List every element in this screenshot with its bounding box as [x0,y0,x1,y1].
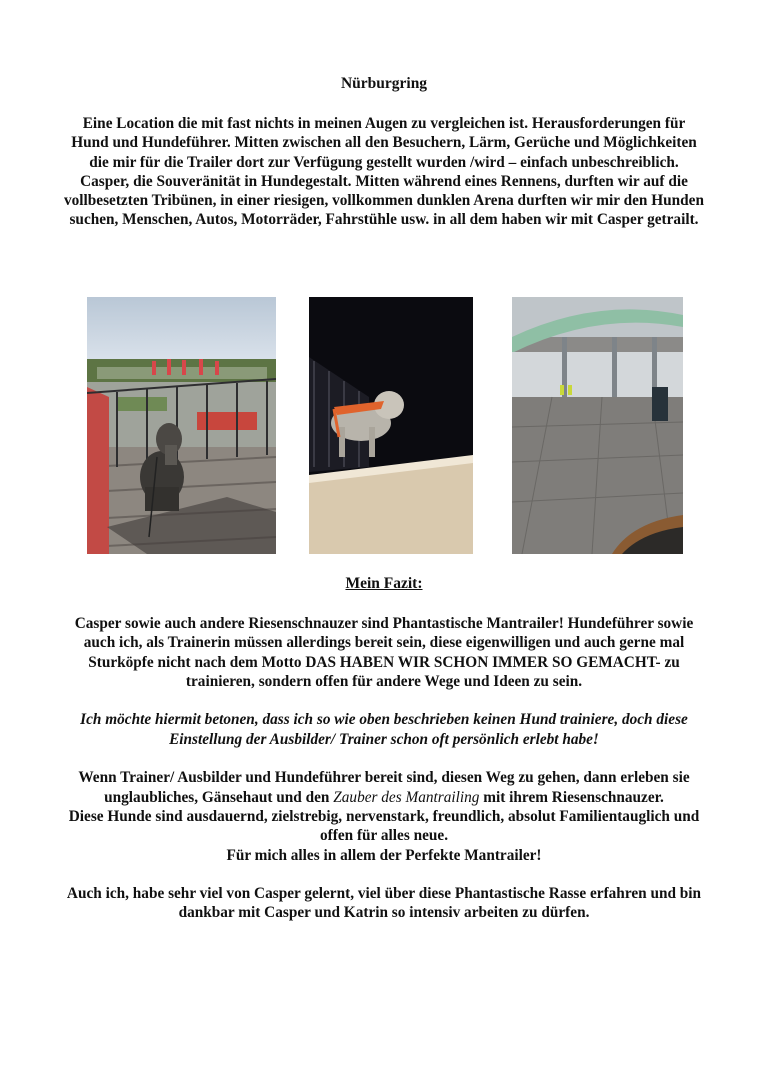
fazit-paragraph-3-text-c: Diese Hunde sind ausdauernd, zielstrebig, nervenstark, freundlich, absolut Familientauglich und offen für alles neue. [68,807,700,845]
fazit-paragraph-4: Auch ich, habe sehr viel von Casper gelernt, viel über diese Phantastische Rasse erfahren und bin dankbar mit Casper und Katrin so intensiv arbeiten zu dürfen. [66,885,702,922]
photo-dog-on-grandstand [87,297,276,554]
intro-paragraph-1: Eine Location die mit fast nichts in meinen Augen zu vergleichen ist. Herausforderungen für Hund und Hundeführer. Mitten zwischen all den Besuchern, Lärm, Gerüche und Möglichkeiten die mir für die Trailer dort zur Verfügung gestellt wurden /wird – einfach unbeschreiblich. [71,115,697,171]
fazit-section [64,614,704,923]
intro-paragraph-2: Casper, die Souveränität in Hundegestalt. Mitten während eines Rennens, durften wir auf die vollbesetzten Tribünen, in einer riesigen, vollkommen dunklen Arena durften wir mir den Hunden suchen, Menschen, Autos, Motorräder, Fahrstühle usw. in all dem haben wir mit Casper getrailt. [64,172,704,229]
fazit-heading: Mein Fazit: [345,575,423,592]
fazit-paragraph-3-emphasis: Zauber des Mantrailing [333,788,480,806]
intro-section [64,114,704,230]
fazit-paragraph-3 [64,768,704,864]
fazit-paragraph-1: Casper sowie auch andere Riesenschnauzer sind Phantastische Mantrailer! Hundeführer sowie auch ich, als Trainerin müssen allerdings bereit sein, diese eigenwilligen und auch gerne mal Sturköpfe nicht nach dem Motto DAS HABEN WIR SCHON IMMER SO GEMACHT- zu trainieren, sondern offen für andere Wege und Ideen zu sein. [74,615,694,690]
photo-large-hall [512,297,683,554]
fazit-paragraph-2: Ich möchte hiermit betonen, dass ich so wie oben beschrieben keinen Hund trainiere, doch diese Einstellung der Ausbilder/ Trainer schon oft persönlich erlebt habe! [80,711,688,748]
fazit-paragraph-3-text-a: Wenn Trainer/ Ausbilder und Hundeführer bereit sind, diesen Weg zu gehen, dann erleben sie unglaubliches, Gänsehaut und den [78,769,690,806]
page-title: Nürburgring [340,75,428,92]
photo-dog-in-dark-arena [309,297,473,554]
photo-row [0,297,768,555]
fazit-paragraph-3-text-d: Für mich alles in allem der Perfekte Mantrailer! [226,846,542,864]
fazit-paragraph-3-text-b: mit ihrem Riesenschnauzer. [479,788,664,806]
